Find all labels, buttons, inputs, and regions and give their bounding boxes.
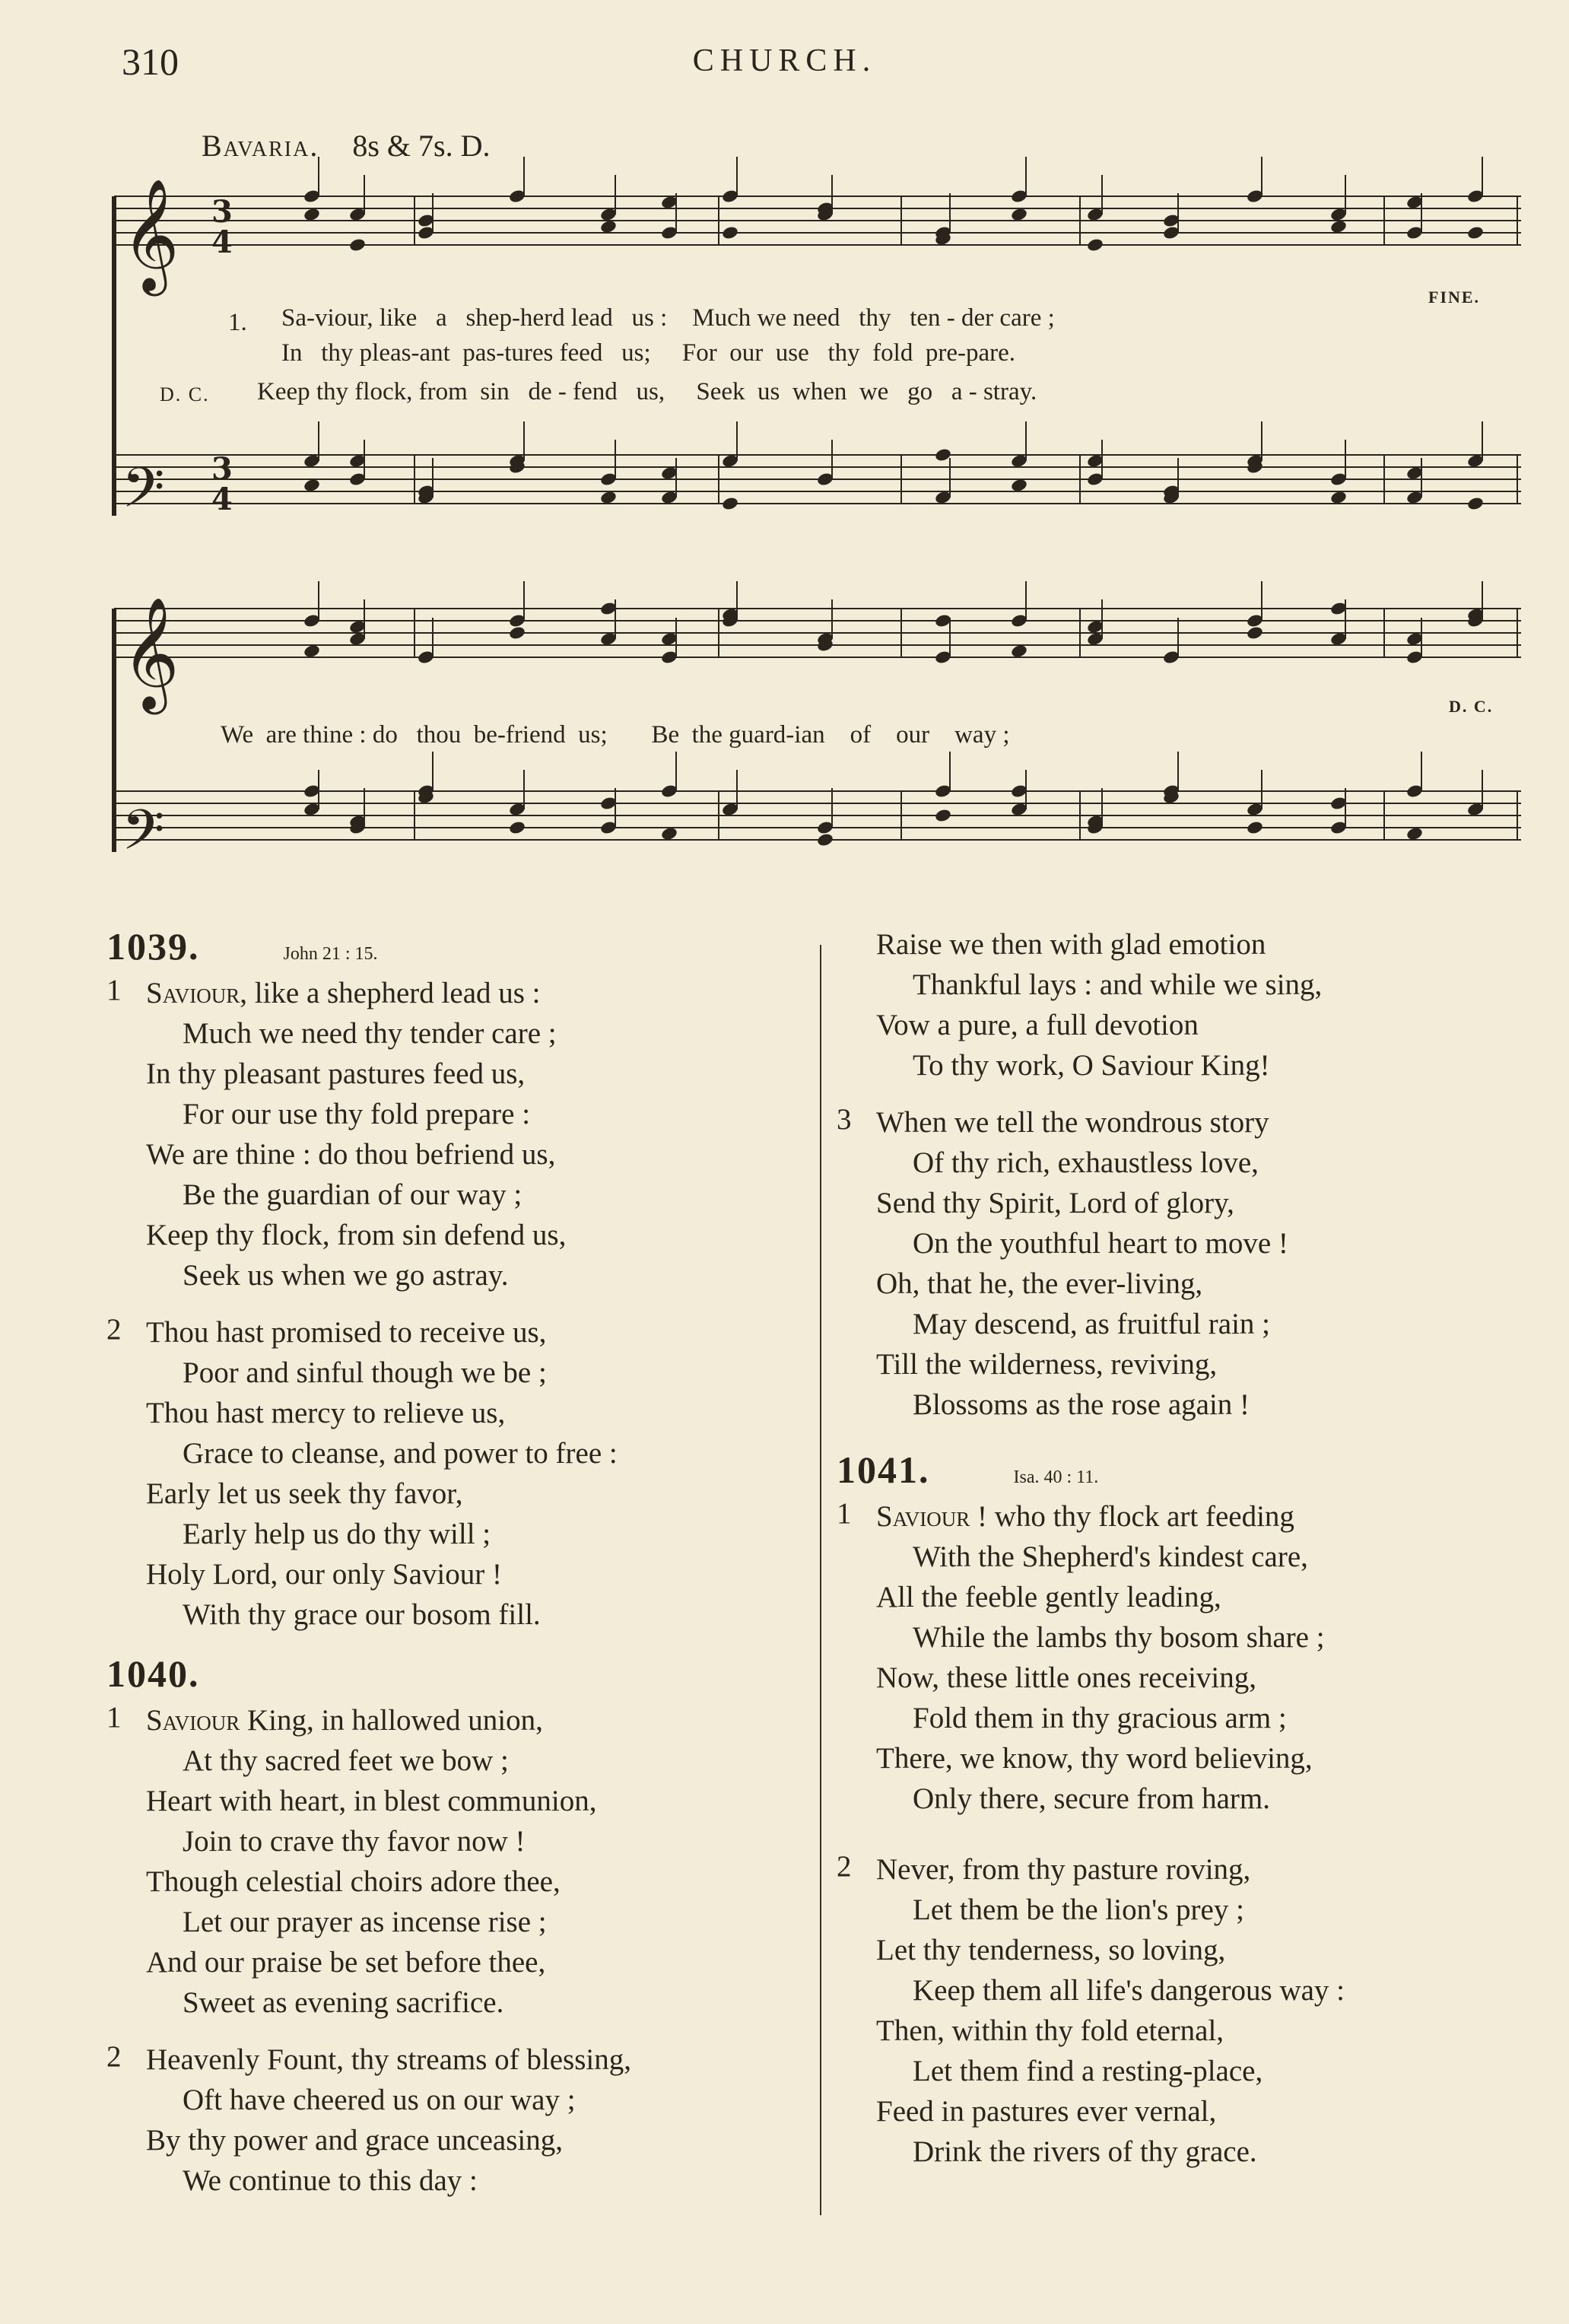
hymn-line: For our use thy fold prepare : [183,1098,531,1130]
stanza-number: 1 [837,1497,852,1530]
lyric-line: Keep thy flock, from sin de - fend us, Seek us when we go a - stray. [257,378,1037,405]
hymn-line: Blossoms as the rose again ! [913,1388,1250,1421]
hymn-line: Sweet as evening sacrifice. [183,1986,504,2019]
hymn-header [106,924,806,968]
hymn-line: Saviour, like a shepherd lead us : [146,977,541,1009]
stanza [106,2039,806,2201]
note-head [721,496,739,511]
hymn-number: 1039. [106,925,200,968]
note-head [1246,820,1264,835]
hymn-line: With the Shepherd's kindest care, [913,1540,1308,1573]
dc-end-label: D. C. [1449,697,1494,716]
hymn-line: Oh, that he, the ever-living, [876,1267,1203,1300]
hymn-line: When we tell the wondrous story [876,1106,1269,1139]
note-head [1329,219,1348,234]
note-head [1010,207,1028,222]
stanza [106,973,806,1296]
hymn-line: By thy power and grace unceasing, [146,2124,563,2157]
note-head [599,219,618,234]
hymn-line: All the feeble gently leading, [876,1581,1221,1613]
treble-clef-icon: 𝄞 [122,178,179,291]
hymn-line: Only there, secure from harm. [913,1782,1270,1815]
note-head [1246,625,1264,641]
note-head [599,490,618,505]
hymn-header [837,1448,1506,1492]
hymn-line: We continue to this day : [183,2164,478,2197]
stanza-number: 2 [837,1850,852,1883]
stanza [837,1849,1506,2172]
hymn-line: Keep thy flock, from sin defend us, [146,1219,567,1251]
hymn-line: Though celestial choirs adore thee, [146,1865,561,1898]
note-head [508,625,526,641]
hymn-header [106,1652,806,1696]
hymn-line: Let thy tenderness, so loving, [876,1934,1226,1966]
stanza-continued [837,924,1506,1086]
lyric-line: In thy pleas-ant pas-tures feed us; For our use thy fold pre-pare. [281,339,1015,367]
hymn-line: While the lambs thy bosom share ; [913,1621,1325,1654]
hymn-number: 1040. [106,1652,200,1695]
tune-meter: 8s & 7s. D. [352,129,491,163]
bass-clef-icon: 𝄢 [122,797,165,876]
tune-name: Bavaria. [202,129,319,163]
note-head [1010,478,1028,493]
time-signature-top: 3 [211,451,233,487]
note-head [348,237,367,253]
note-head [1010,644,1028,659]
stanza [837,1102,1506,1425]
hymn-line: Much we need thy tender care ; [183,1017,557,1050]
stanza-number: 2 [106,1313,122,1346]
note-head [303,478,321,493]
right-column [837,924,1506,2189]
column-divider [820,945,821,2215]
hymn-number: 1041. [837,1448,930,1491]
hymn-line: Grace to cleanse, and power to free : [183,1437,618,1470]
hymn-line: Fold them in thy gracious arm ; [913,1702,1287,1734]
hymn-line: Early let us seek thy favor, [146,1477,463,1510]
stanza [106,1700,806,2023]
hymn-line: Early help us do thy will ; [183,1518,491,1550]
hymn-line: Seek us when we go astray. [183,1259,509,1292]
note-head [1329,490,1348,505]
lyric-line: Sa-viour, like a shep-herd lead us : Much we need thy ten - der care ; [281,304,1055,332]
hymn-line: Thou hast mercy to relieve us, [146,1397,506,1429]
note-head [816,832,834,847]
fine-label: FINE. [1428,288,1481,307]
hymn-line: Let them find a resting-place, [913,2055,1263,2087]
hymn-line: Be the guardian of our way ; [183,1178,522,1211]
hymn-line: Heart with heart, in blest communion, [146,1785,597,1817]
scripture-reference: Isa. 40 : 11. [1013,1467,1099,1487]
hymn-line: And our praise be set before thee, [146,1946,546,1979]
clefs [122,178,233,876]
verse-number: 1. [228,309,247,336]
stanza-number: 3 [837,1103,852,1136]
note-head [660,826,678,841]
hymn-1040 [106,1652,806,2201]
stanza [837,1496,1506,1819]
hymn-line: Never, from thy pasture roving, [876,1853,1251,1886]
hymn-line: Keep them all life's dangerous way : [913,1974,1345,2007]
hymn-line: Heavenly Fount, thy streams of blessing, [146,2043,631,2076]
hymn-line: Saviour King, in hallowed union, [146,1704,543,1737]
time-signature-top: 3 [211,194,233,230]
hymn-line: Thou hast promised to receive us, [146,1316,547,1349]
left-column [106,924,806,2217]
stanza [106,1312,806,1635]
treble-clef-icon: 𝄞 [122,596,179,710]
note-head [1086,237,1104,253]
note-head [721,225,739,240]
bass-clef-icon: 𝄢 [122,455,165,533]
hymn-line: Let our prayer as incense rise ; [183,1906,547,1938]
hymn-line: Now, these little ones receiving, [876,1661,1256,1694]
time-signature-bottom: 4 [211,224,233,260]
stanza-number: 1 [106,1701,122,1734]
hymn-line: Drink the rivers of thy grace. [913,2135,1257,2168]
note-head [1405,826,1424,841]
stanza-number: 1 [106,974,122,1006]
hymn-line: Oft have cheered us on our way ; [183,2084,576,2116]
hymn-line: Raise we then with glad emotion [876,928,1266,961]
scripture-reference: John 21 : 15. [283,944,378,964]
hymn-line: Saviour ! who thy flock art feeding [876,1500,1294,1533]
lyric-line: We are thine : do thou be-friend us; Be the guard-ian of our way ; [221,721,1010,749]
note-head [1466,496,1485,511]
running-head: CHURCH. [692,43,877,78]
hymn-line: To thy work, O Saviour King! [913,1049,1270,1082]
hymn-line: Poor and sinful though we be ; [183,1356,547,1389]
hymn-line: Till the wilderness, reviving, [876,1348,1218,1381]
page-number: 310 [122,40,179,83]
hymn-line: Of thy rich, exhaustless love, [913,1146,1259,1179]
hymn-line: There, we know, thy word believing, [876,1742,1313,1775]
stanza-number: 2 [106,2040,122,2073]
note-head [508,820,526,835]
staff-lines [114,196,1521,852]
hymn-line: Send thy Spirit, Lord of glory, [876,1187,1234,1219]
hymn-1041 [837,1448,1506,2172]
hymn-line: Holy Lord, our only Saviour ! [146,1558,502,1591]
hymn-1039 [106,924,806,1635]
hymn-line: Join to crave thy favor now ! [183,1825,526,1858]
note-head [303,644,321,659]
hymn-line: In thy pleasant pastures feed us, [146,1057,526,1090]
hymn-line: Then, within thy fold eternal, [876,2014,1224,2047]
music-score [0,0,1569,913]
hymn-line: Let them be the lion's prey ; [913,1893,1244,1926]
hymn-line: At thy sacred feet we bow ; [183,1744,509,1777]
hymn-line: May descend, as fruitful rain ; [913,1308,1271,1340]
note-head [303,207,321,222]
hymn-line: On the youthful heart to move ! [913,1227,1288,1260]
note-head [1466,225,1485,240]
hymn-line: Thankful lays : and while we sing, [913,968,1323,1001]
dc-label: D. C. [160,383,210,405]
hymn-line: Vow a pure, a full devotion [876,1009,1199,1041]
time-signature-bottom: 4 [211,482,233,517]
hymn-line: Feed in pastures ever vernal, [876,2095,1217,2128]
note-head [934,808,952,823]
hymn-line: With thy grace our bosom fill. [183,1598,541,1631]
hymn-line: We are thine : do thou befriend us, [146,1138,556,1171]
